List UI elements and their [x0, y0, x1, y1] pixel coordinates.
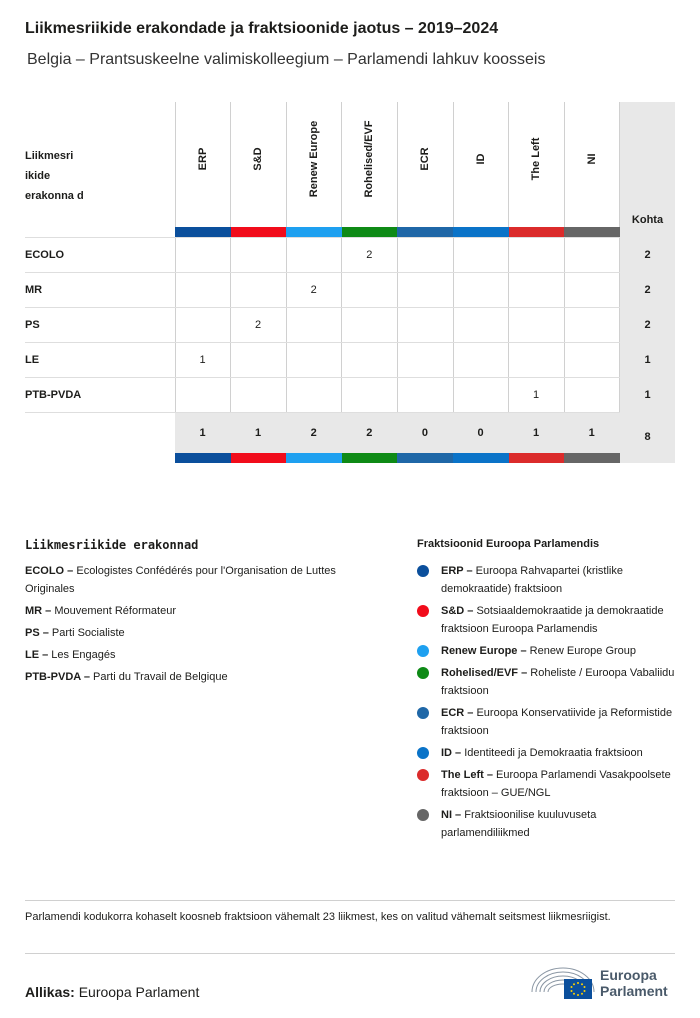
legend-color-dot — [417, 605, 429, 617]
table-cell-value: 2 — [310, 284, 317, 296]
column-header-label: Rohelised/EVF — [363, 120, 376, 198]
chart-title: Liikmesriikide erakondade ja fraktsioonide jaotus – 2019–2024 — [25, 20, 499, 37]
group-color-bar — [564, 453, 620, 463]
group-color-bar — [286, 453, 342, 463]
column-header — [453, 102, 508, 226]
column-header — [509, 102, 564, 226]
column-header-label: NI — [585, 153, 598, 165]
legend-abbr: LE – — [25, 649, 49, 661]
legend-abbr: Rohelised/EVF – — [441, 667, 528, 679]
group-color-bar — [509, 227, 565, 237]
group-total-value: 2 — [310, 427, 317, 439]
legend-desc: Identiteedi ja Demokraatia fraktsioon — [461, 747, 643, 759]
source-label: Allikas: — [25, 984, 75, 1000]
column-header — [286, 102, 341, 226]
table-cell-value: 1 — [533, 389, 540, 401]
column-header-label: The Left — [530, 137, 543, 181]
legend-item — [25, 668, 385, 686]
source — [25, 984, 199, 1000]
legend-abbr: ECR – — [441, 707, 474, 719]
legend-desc: Renew Europe Group — [526, 645, 637, 657]
legend-item — [417, 704, 675, 740]
group-color-bar — [564, 227, 620, 237]
group-color-bar — [342, 227, 398, 237]
row-label-party: ECOLO — [25, 249, 65, 261]
legend-abbr: PS – — [25, 627, 49, 639]
group-total-value: 1 — [533, 427, 540, 439]
legend-desc: Mouvement Réformateur — [51, 605, 176, 617]
group-color-bar — [175, 453, 231, 463]
divider — [25, 953, 675, 954]
legend-abbr: PTB-PVDA – — [25, 671, 90, 683]
group-legend-title: Fraktsioonid Euroopa Parlamendis — [417, 538, 600, 550]
party-legend-title: Liikmesriikide erakonnad — [25, 538, 199, 552]
legend-abbr: ECOLO – — [25, 565, 74, 577]
legend-color-dot — [417, 645, 429, 657]
column-header-label: ERP — [196, 147, 209, 171]
corner-label: Liikmesri ikide erakonna d — [25, 150, 84, 202]
column-header — [231, 102, 286, 226]
legend-item — [417, 664, 675, 700]
parliament-hemicycle-icon — [530, 962, 596, 1002]
group-color-bar — [175, 227, 231, 237]
row-label-party: MR — [25, 284, 43, 296]
column-header — [397, 102, 452, 226]
group-color-bar — [286, 227, 342, 237]
legend-item — [25, 602, 385, 620]
group-total-value: 1 — [255, 427, 262, 439]
group-total-value: 1 — [588, 427, 595, 439]
legend-abbr: S&D – — [441, 605, 474, 617]
distribution-table — [25, 102, 675, 463]
footnote: Parlamendi kodukorra kohaselt koosneb fraktsioon vähemalt 23 liikmest, kes on valitud vähemalt seitsmest liikmesriigist. — [25, 911, 611, 923]
legend-abbr: ERP – — [441, 565, 473, 577]
legend-item — [417, 766, 675, 802]
logo-line1: Euroopa — [600, 967, 657, 983]
legend-desc: Fraktsioonilise kuuluvuseta parlamendiliikmed — [441, 809, 597, 839]
group-color-bar — [453, 453, 509, 463]
chart-subtitle: Belgia – Prantsuskeelne valimiskolleegium – Parlamendi lahkuv koosseis — [27, 51, 546, 68]
group-total-value: 2 — [366, 427, 373, 439]
legend-color-dot — [417, 747, 429, 759]
column-header — [342, 102, 397, 226]
group-color-bar — [397, 227, 453, 237]
legend-color-dot — [417, 565, 429, 577]
column-header-label: ECR — [418, 147, 431, 171]
legend-abbr: The Left – — [441, 769, 493, 781]
legend-item — [417, 602, 675, 638]
column-header-label: S&D — [252, 147, 265, 171]
legend-desc: Sotsiaaldemokraatide ja demokraatide fraktsioon Euroopa Parlamendis — [441, 605, 664, 635]
total-header: Kohta — [631, 214, 664, 226]
legend-item — [25, 624, 385, 642]
row-label-party: LE — [25, 354, 40, 366]
legend-item — [417, 744, 675, 762]
legend-item — [417, 806, 675, 842]
column-header — [175, 102, 230, 226]
legend-item — [417, 642, 675, 660]
legend-desc: Parti du Travail de Belgique — [90, 671, 228, 683]
row-total-value: 1 — [644, 354, 651, 366]
legend-color-dot — [417, 769, 429, 781]
column-header-label: ID — [474, 153, 487, 165]
row-total-value: 2 — [644, 249, 651, 261]
legend-desc: Ecologistes Confédérés pour l'Organisation de Luttes Originales — [25, 565, 336, 595]
divider — [25, 900, 675, 901]
legend-abbr: ID – — [441, 747, 462, 759]
legend-desc: Roheliste / Euroopa Vabaliidu fraktsioon — [441, 667, 675, 697]
group-total-value: 0 — [477, 427, 484, 439]
legend-abbr: Renew Europe – — [441, 645, 527, 657]
row-total-value: 2 — [644, 319, 651, 331]
grid-line-horizontal — [25, 342, 620, 343]
legend-abbr: MR – — [25, 605, 52, 617]
logo-line2: Parlament — [600, 983, 668, 999]
table-cell-value: 1 — [199, 354, 206, 366]
group-total-value: 0 — [421, 427, 428, 439]
table-cell-value: 2 — [255, 319, 262, 331]
legend-desc: Euroopa Konservatiivide ja Reformistide fraktsioon — [441, 707, 673, 737]
column-header — [564, 102, 619, 226]
table-cell-value: 2 — [366, 249, 373, 261]
source-value: Euroopa Parlament — [74, 984, 200, 1000]
legend-color-dot — [417, 707, 429, 719]
group-color-bar — [509, 453, 565, 463]
grand-total-value: 8 — [644, 431, 651, 443]
legend-item — [25, 646, 385, 664]
european-parliament-logo — [530, 962, 680, 1002]
legend-desc: Euroopa Parlamendi Vasakpoolsete fraktsioon – GUE/NGL — [441, 769, 671, 799]
legend-item — [25, 562, 385, 598]
group-color-bar — [231, 227, 287, 237]
group-color-bar — [342, 453, 398, 463]
group-color-bar — [453, 227, 509, 237]
row-label-party: PTB-PVDA — [25, 389, 82, 401]
legend-color-dot — [417, 667, 429, 679]
legend-desc: Parti Socialiste — [48, 627, 125, 639]
row-total-value: 2 — [644, 284, 651, 296]
legend-desc: Euroopa Rahvapartei (kristlike demokraatide) fraktsioon — [441, 565, 623, 595]
column-header-label: Renew Europe — [307, 120, 320, 198]
legend-item — [417, 562, 675, 598]
row-total-value: 1 — [644, 389, 651, 401]
party-legend — [25, 562, 385, 690]
group-color-bar — [231, 453, 287, 463]
group-total-value: 1 — [199, 427, 206, 439]
row-label-party: PS — [25, 319, 40, 331]
group-color-bar — [397, 453, 453, 463]
group-legend — [417, 562, 675, 846]
legend-abbr: NI – — [441, 809, 462, 821]
legend-color-dot — [417, 809, 429, 821]
legend-desc: Les Engagés — [48, 649, 116, 661]
grid-line-horizontal — [25, 237, 620, 238]
